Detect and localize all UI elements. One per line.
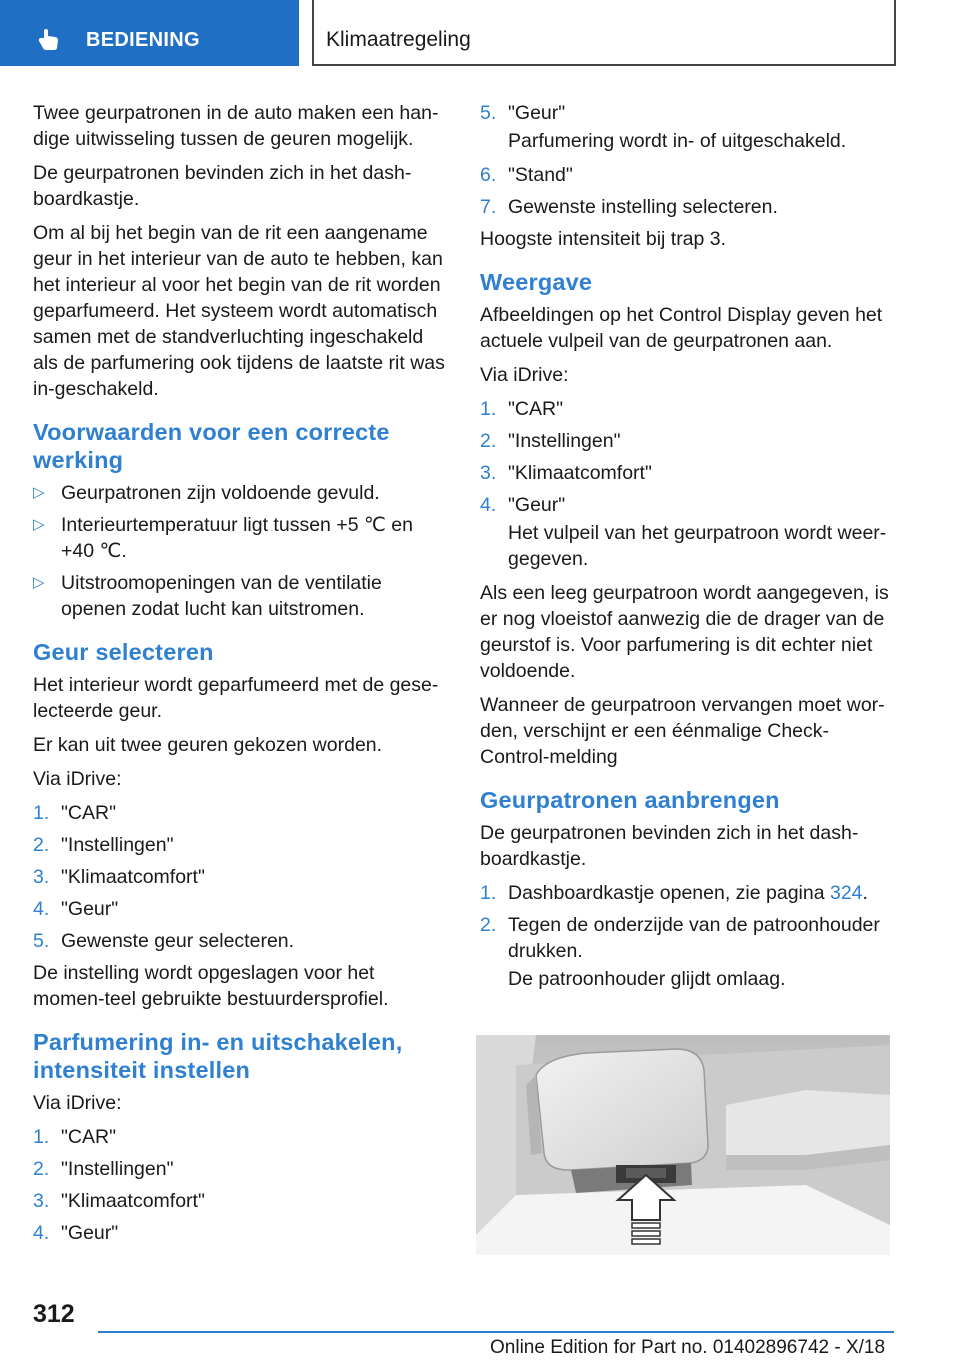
list-item: 4. "Geur" [33,898,119,920]
conditions-list [33,480,451,622]
edition-text: Online Edition for Part no. 01402896742 - X/18 [490,1337,886,1358]
list-item: 3. "Klimaatcomfort" [480,462,652,484]
step-detail: Parfumering wordt in- of uitgeschakeld. [508,130,847,152]
step-detail: De patroonhouder glijdt omlaag. [508,968,786,990]
section-title: Klimaatregeling [326,28,471,51]
section-header [312,0,896,66]
weergave-paragraph-2: Als een leeg geurpatroon wordt aangegeven, is er nog vloeistof aanwezig die de drager van de geurstof is. Voor parfumering is dit echter niet voldoende. [480,582,889,682]
heading-aanbrengen: Geurpatronen aanbrengen [480,787,780,813]
glovebox-illustration [476,1035,890,1255]
intro-paragraph-1: Twee geurpatronen in de auto maken een han‐dige uitwisseling tussen de geuren mogelijk. [33,102,439,150]
heading-weergave: Weergave [480,269,593,295]
parfum-steps-continued [480,100,894,220]
list-item: 1. "CAR" [33,802,117,824]
list-item: 1. "CAR" [480,398,564,420]
right-column [480,100,894,1000]
list-item: 1. Dashboardkastje openen, zie pagina 324. [480,882,868,904]
parfum-steps [33,1124,451,1246]
geur-via: Via iDrive: [33,768,122,790]
list-item: 4. "Geur" [33,1222,119,1244]
weergave-via: Via iDrive: [480,364,569,386]
list-item: 6. "Stand" [480,164,573,186]
cartridge-holder-illustration [476,1035,890,1255]
heading-voorwaarden: Voorwaarden voor een correcte werking [33,419,390,473]
intro-paragraph-2: De geurpatronen bevinden zich in het dash‐boardkastje. [33,162,412,210]
heading-geur-selecteren: Geur selecteren [33,639,214,665]
list-item: 4. "Geur" [480,494,566,516]
page-number: 312 [33,1300,75,1328]
aanbrengen-steps [480,880,894,992]
pointing-hand-icon [36,26,62,52]
list-item: ▷ Interieurtemperatuur ligt tussen +5 ℃ en +40 ℃. [33,514,413,562]
hoogste-intensiteit: Hoogste intensiteit bij trap 3. [480,228,727,250]
list-item: 2. "Instellingen" [33,834,174,856]
weergave-paragraph-3: Wanneer de geurpatroon vervangen moet wor‐den, verschijnt er een éénmalige Check-Control-melding [480,694,885,768]
list-item: 3. "Klimaatcomfort" [33,866,205,888]
weergave-steps [480,396,894,572]
list-item: 2. "Instellingen" [33,1158,174,1180]
aanbrengen-paragraph-1: De geurpatronen bevinden zich in het dash‐boardkastje. [480,822,859,870]
list-item: ▷ Geurpatronen zijn voldoende gevuld. [33,482,380,504]
intro-paragraph-3: Om al bij het begin van de rit een aangename geur in het interieur van de auto te hebben, kan het interieur al voor het begin van de rit worden geparfumeerd. Het systeem wordt automatisch samen met de standverluchting ingeschakeld als de parfumering ook tijdens de laatste rit was in‐geschakeld. [33,222,445,400]
list-item: 2. Tegen de onderzijde van de patroonhouder drukken. [480,914,880,962]
list-item: 1. "CAR" [33,1126,117,1148]
list-item: ▷ Uitstroomopeningen van de ventilatie openen zodat lucht kan uitstromen. [33,572,382,620]
bullet-arrow-icon: ▷ [33,574,45,591]
bullet-arrow-icon: ▷ [33,484,45,501]
chapter-tab [0,0,299,66]
list-item: 5. Gewenste geur selecteren. [33,930,295,952]
geur-paragraph-1: Het interieur wordt geparfumeerd met de gese‐lecteerde geur. [33,674,439,722]
parfum-via: Via iDrive: [33,1092,122,1114]
geur-paragraph-3: De instelling wordt opgeslagen voor het momen‐teel gebruikte bestuurdersprofiel. [33,962,389,1010]
list-item: 7. Gewenste instelling selecteren. [480,196,778,218]
step-detail: Het vulpeil van het geurpatroon wordt weer‐gegeven. [508,522,887,570]
page-reference-link[interactable]: 324 [829,882,863,904]
list-item: 2. "Instellingen" [480,430,621,452]
footer-divider [98,1331,894,1333]
list-item: 5. "Geur" [480,102,566,124]
geur-paragraph-2: Er kan uit twee geuren gekozen worden. [33,734,383,756]
list-item: 3. "Klimaatcomfort" [33,1190,205,1212]
left-column [33,100,451,1252]
bullet-arrow-icon: ▷ [33,516,45,533]
heading-parfumering: Parfumering in- en uitschakelen, intensiteit instellen [33,1029,403,1083]
geur-steps [33,800,451,954]
chapter-title: BEDIENING [86,29,200,51]
weergave-paragraph-1: Afbeeldingen op het Control Display geven het actuele vulpeil van de geurpatronen aan. [480,304,883,352]
